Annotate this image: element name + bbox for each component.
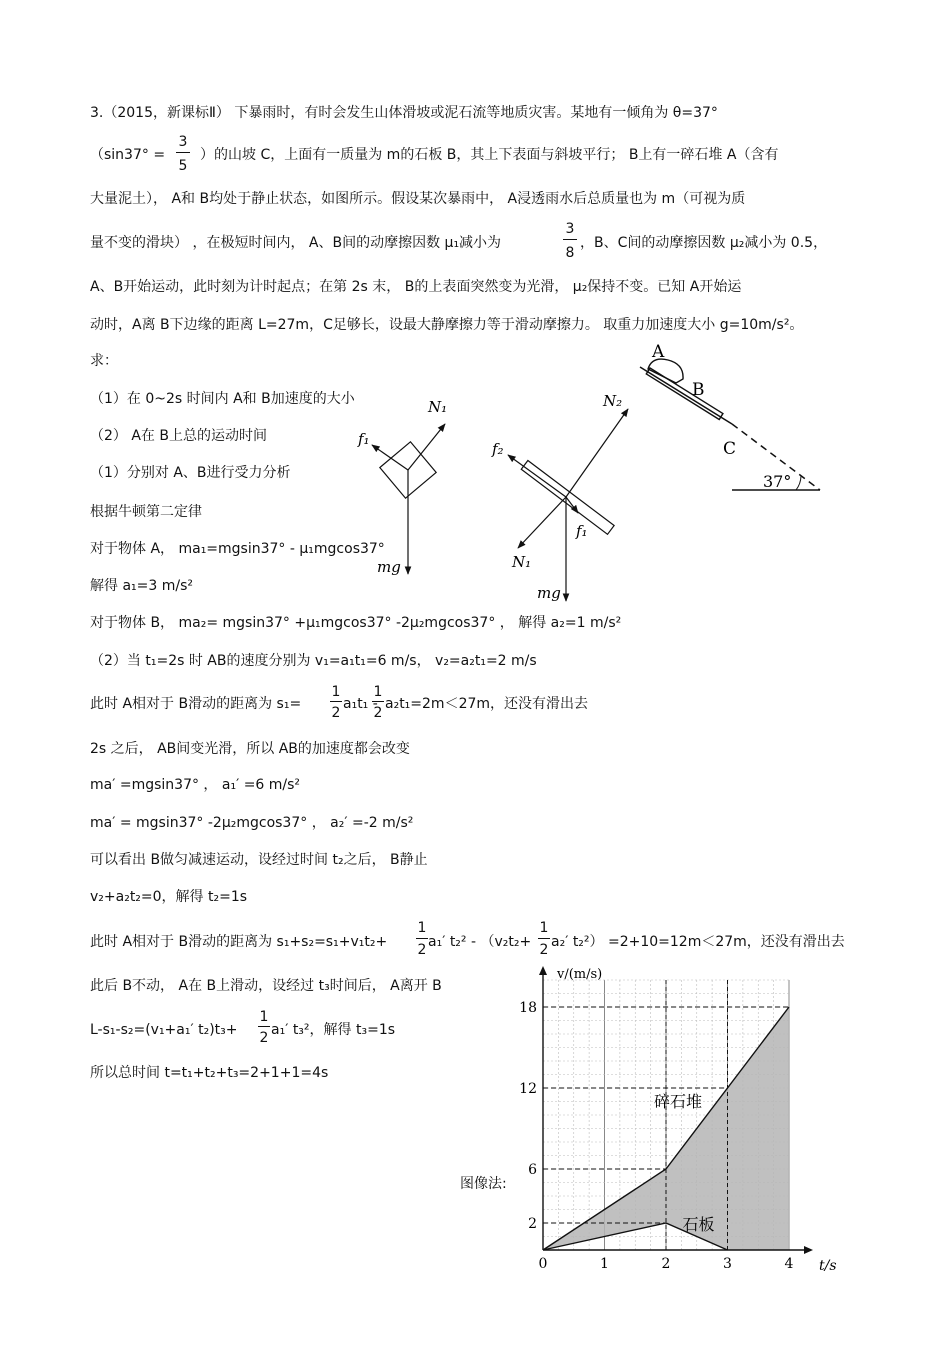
half-numerator: 1 <box>259 1009 269 1025</box>
problem-line-5: A、B开始运动，此时刻为计时起点；在第 2s 末， B的上表面突然变为光滑， μ₂保持不变。已知 A开始运 <box>90 279 742 295</box>
solution-line-11: 可以看出 B做匀减速运动，设经过时间 t₂之后， B静止 <box>90 852 428 868</box>
solution-line-16: 所以总时间 t=t₁+t₂+t₃=2+1+1=4s <box>90 1065 329 1081</box>
slab-b-free-body-diagram <box>491 392 628 602</box>
problem-line-1: 3.（2015，新课标Ⅱ） 下暴雨时，有时会发生山体滑坡或泥石流等地质灾害。某地有一倾角为 θ=37° <box>90 105 718 121</box>
series-label-slab: 石板 <box>682 1214 715 1234</box>
label-n2: N₂ <box>603 392 623 410</box>
solution-line-14: 此后 B不动， A在 B上滑动，设经过 t₃时间后， A离开 B <box>90 978 442 994</box>
solution-line-4: 解得 a₁=3 m/s² <box>90 578 193 594</box>
half-denominator: 2 <box>331 705 341 721</box>
slope-figure <box>640 342 820 491</box>
problem-line-2a: （sin37° = <box>90 147 166 163</box>
normal-force-n2-arrow <box>566 409 628 497</box>
solution-line-8: 2s 之后， AB间变光滑，所以 AB的加速度都会改变 <box>90 741 410 757</box>
solution-line-10: ma′ = mgsin37° -2μ₂mgcos37° ， a₂′ =-2 m/s² <box>90 815 414 831</box>
label-c: C <box>723 439 737 459</box>
label-f1: f₁ <box>358 430 370 448</box>
x-axis-arrowhead <box>804 1246 813 1254</box>
half-numerator: 1 <box>539 920 549 936</box>
x-tick-label: 0 <box>538 1256 548 1272</box>
problem-line-2b: ）的山坡 C，上面有一质量为 m的石板 B，其上下表面与斜坡平行； B上有一碎石堆 A（含有 <box>200 147 779 163</box>
label-n1: N₁ <box>512 553 532 571</box>
fraction-bar <box>258 1026 270 1027</box>
question-1: （1）在 0~2s 时间内 A和 B加速度的大小 <box>90 391 355 407</box>
slope-line <box>640 367 732 424</box>
slab-b <box>521 461 614 535</box>
fraction-numerator: 3 <box>178 134 188 150</box>
fraction-denominator: 8 <box>565 245 575 261</box>
half-denominator: 2 <box>417 942 427 958</box>
label-n1: N₁ <box>428 398 448 416</box>
solution-line-13c: a₂′ t₂²） =2+10=12m＜27m，还没有滑出去 <box>551 934 845 950</box>
x-tick-label: 1 <box>600 1256 609 1272</box>
label-f1: f₁ <box>576 522 588 540</box>
solution-line-7c: a₂t₁=2m＜27m，还没有滑出去 <box>385 696 589 712</box>
x-axis-label: t/s <box>819 1258 837 1274</box>
solution-line-5: 对于物体 B， ma₂= mgsin37° +μ₁mgcos37° -2μ₂mgcos37° ， 解得 a₂=1 m/s² <box>90 615 622 631</box>
normal-force-n1-arrow <box>408 424 445 470</box>
force-diagrams <box>0 0 950 620</box>
solution-line-7a: 此时 A相对于 B滑动的距离为 s₁= <box>90 696 302 712</box>
angle-arc <box>796 476 801 490</box>
label-a: A <box>652 342 665 362</box>
fraction-bar <box>538 938 550 939</box>
fraction-bar <box>372 701 384 702</box>
series-label-rock-pile: 碎石堆 <box>654 1091 703 1111</box>
solution-line-15a: L-s₁-s₂=(v₁+a₁′ t₂)t₃+ <box>90 1022 238 1038</box>
half-denominator: 2 <box>539 942 549 958</box>
label-b: B <box>692 380 705 400</box>
y-tick-label: 6 <box>528 1162 537 1178</box>
solution-line-3: 对于物体 A， ma₁=mgsin37° - μ₁mgcos37° <box>90 541 385 557</box>
problem-line-4a: 量不变的滑块） ，在极短时间内， A、B间的动摩擦因数 μ₁减小为 <box>90 235 502 251</box>
label-mg: mg <box>377 558 401 576</box>
y-tick-label: 12 <box>519 1081 537 1097</box>
half-denominator: 2 <box>373 705 383 721</box>
label-f2: f₂ <box>492 440 504 458</box>
fraction-numerator: 3 <box>565 221 575 237</box>
label-mg: mg <box>537 584 561 602</box>
y-tick-label: 2 <box>528 1216 537 1232</box>
y-tick-label: 18 <box>519 1000 537 1016</box>
block-a-free-body-diagram <box>357 398 447 576</box>
graph-caption: 图像法: <box>460 1176 507 1192</box>
friction-f2-arrow <box>508 455 566 497</box>
label-angle: 37° <box>763 472 792 491</box>
half-numerator: 1 <box>373 684 383 700</box>
half-numerator: 1 <box>417 920 427 936</box>
y-axis-label: v/(m/s) <box>557 967 603 982</box>
fraction-denominator: 5 <box>178 158 188 174</box>
solution-line-13a: 此时 A相对于 B滑动的距离为 s₁+s₂=s₁+v₁t₂+ <box>90 934 388 950</box>
problem-line-3: 大量泥土）， A和 B均处于静止状态，如图所示。假设某次暴雨中， A浸透雨水后总质量也为 m（可视为质 <box>90 191 746 207</box>
solution-line-15b: a₁′ t₃²，解得 t₃=1s <box>271 1022 396 1038</box>
y-axis-arrowhead <box>539 966 547 975</box>
solution-line-1: （1）分别对 A、B进行受力分析 <box>90 465 291 481</box>
solution-line-9: ma′ =mgsin37° ， a₁′ =6 m/s² <box>90 777 301 793</box>
x-tick-label: 3 <box>723 1256 732 1272</box>
half-denominator: 2 <box>259 1030 269 1046</box>
rock-pile-a <box>648 359 683 383</box>
solution-line-13b: a₁′ t₂² - （v₂t₂+ <box>428 934 532 950</box>
x-tick-label: 2 <box>661 1256 671 1272</box>
problem-line-4b: ，B、C间的动摩擦因数 μ₂减小为 0.5， <box>580 235 828 251</box>
velocity-time-graph <box>500 962 860 1282</box>
x-tick-label: 4 <box>784 1256 794 1272</box>
problem-line-7: 求： <box>90 353 118 369</box>
problem-line-6: 动时，A离 B下边缘的距离 L=27m，C足够长，设最大静摩擦力等于滑动摩擦力。 取重力加速度大小 g=10m/s²。 <box>90 317 804 333</box>
solution-line-6: （2）当 t₁=2s 时 AB的速度分别为 v₁=a₁t₁=6 m/s， v₂=a₂t₁=2 m/s <box>90 653 537 669</box>
half-numerator: 1 <box>331 684 341 700</box>
solution-line-2: 根据牛顿第二定律 <box>90 504 202 520</box>
solution-line-12: v₂+a₂t₂=0，解得 t₂=1s <box>90 889 248 905</box>
normal-force-n1-on-b-arrow <box>518 497 566 548</box>
solution-line-7b: a₁t₁ - <box>343 696 378 712</box>
question-2: （2） A在 B上总的运动时间 <box>90 428 267 444</box>
fraction-bar <box>330 701 342 702</box>
fraction-bar <box>416 938 428 939</box>
